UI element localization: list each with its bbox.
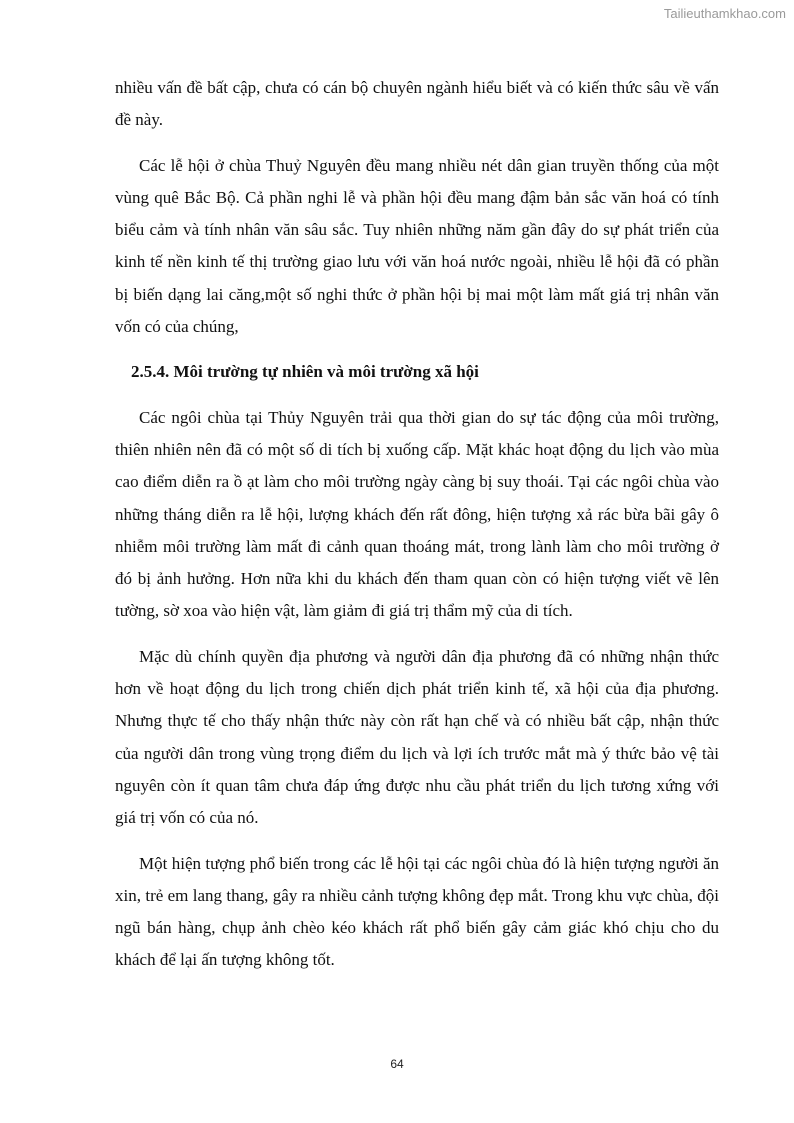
page-number: 64 xyxy=(390,1057,404,1071)
paragraph-awareness: Mặc dù chính quyền địa phương và người dân địa phương đã có những nhận thức hơn về hoạt động du lịch trong chiến dịch phát triển kinh tế, xã hội của địa phương. Nhưng thực tế cho thấy nhận thức này còn rất hạn chế và có nhiều bất cập, nhận thức của người dân trong vùng trọng điểm du lịch và lợi ích trước mắt mà ý thức bảo vệ tài nguyên còn ít quan tâm chưa đáp ứng được nhu cầu phát triển du lịch tương xứng với giá trị vốn có của nó. xyxy=(115,646,719,828)
section-heading: 2.5.4. Môi trường tự nhiên và môi trường xã hội xyxy=(131,362,479,382)
paragraph-environment: Các ngôi chùa tại Thủy Nguyên trải qua thời gian do sự tác động của môi trường, thiên nhiên nên đã có một số di tích bị xuống cấp. Mặt khác hoạt động du lịch vào mùa cao điểm diễn ra ồ ạt làm cho môi trường ngày càng bị suy thoái. Tại các ngôi chùa vào những tháng diễn ra lễ hội, lượng khách đến rất đông, hiện tượng xả rác bừa bãi gây ô nhiễm môi trường làm mất đi cảnh quan thoáng mát, trong lành làm cho môi trường ở đó bị ảnh hưởng. Hơn nữa khi du khách đến tham quan còn có hiện tượng viết vẽ lên tường, sờ xoa vào hiện vật, làm giảm đi giá trị thẩm mỹ của di tích. xyxy=(115,407,719,621)
paragraph-continuation: nhiều vấn đề bất cập, chưa có cán bộ chuyên ngành hiểu biết và có kiến thức sâu về vấn đề này. xyxy=(115,78,719,130)
paragraph-festivals: Các lễ hội ở chùa Thuỷ Nguyên đều mang nhiều nét dân gian truyền thống của một vùng quê Bắc Bộ. Cả phần nghi lễ và phần hội đều mang đậm bản sắc văn hoá có tính biểu cảm và tính nhân văn sâu sắc. Tuy nhiên những năm gần đây do sự phát triển của kinh tế nền kinh tế thị trường giao lưu với văn hoá nước ngoài, nhiều lễ hội đã có phần bị biến dạng lai căng,một số nghi thức ở phần hội bị mai một làm mất giá trị nhân văn vốn có của chúng, xyxy=(115,155,719,337)
paragraph-social-phenomena: Một hiện tượng phổ biến trong các lễ hội tại các ngôi chùa đó là hiện tượng người ăn xin, trẻ em lang thang, gây ra nhiều cảnh tượng không đẹp mắt. Trong khu vực chùa, đội ngũ bán hàng, chụp ảnh chèo kéo khách rất phổ biến gây cảm giác khó chịu cho du khách để lại ấn tượng không tốt. xyxy=(115,853,719,970)
document-body xyxy=(115,72,719,977)
watermark-text: Tailieuthamkhao.com xyxy=(663,6,786,21)
